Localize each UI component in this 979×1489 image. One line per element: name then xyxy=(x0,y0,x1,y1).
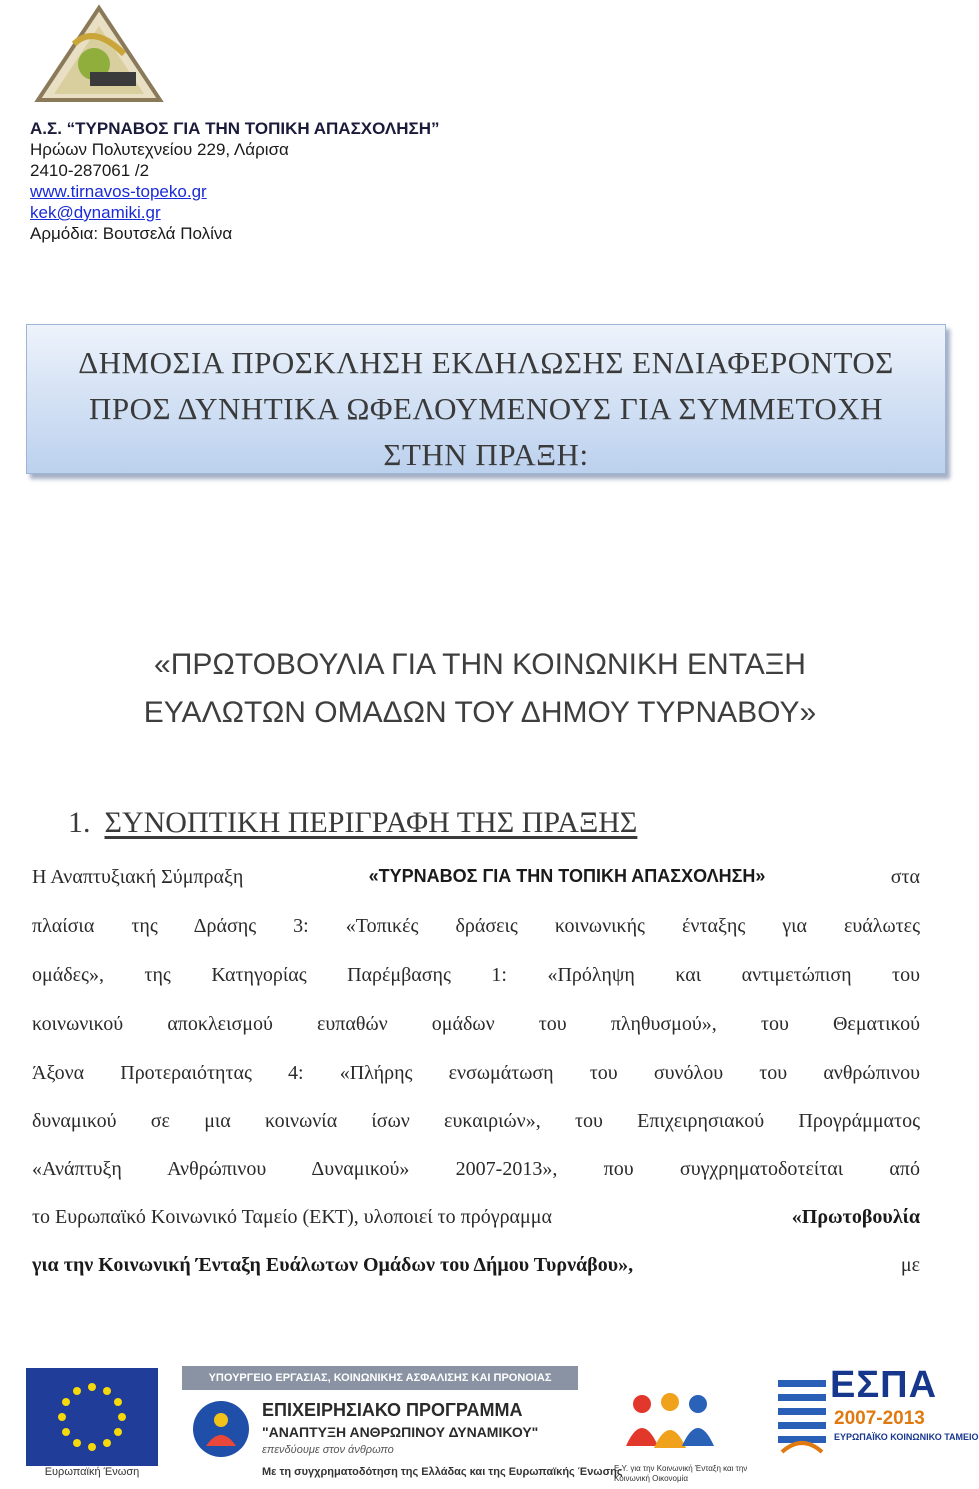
paragraph-text: κοινωνικού αποκλεισμού ευπαθών ομάδων του πληθυσμού», του Θεματικού xyxy=(32,1013,920,1035)
greek-flag-mark-icon xyxy=(778,1374,826,1454)
paragraph-text: δυναμικού σε μια κοινωνία ίσων ευκαιριών», του Επιχειρησιακού Προγράμματος xyxy=(32,1110,920,1132)
ministry-banner: ΥΠΟΥΡΓΕΙΟ ΕΡΓΑΣΙΑΣ, ΚΟΙΝΩΝΙΚΗΣ ΑΣΦΑΛΙΣΗΣ ΚΑΙ ΠΡΟΝΟΙΑΣ xyxy=(182,1366,578,1390)
paragraph-text: Η Αναπτυξιακή Σύμπραξη xyxy=(32,866,244,888)
program-name-bold: για την Κοινωνική Ένταξη Ευάλωτων Ομάδων του Δήμου Τυρνάβου», xyxy=(32,1254,634,1276)
title-line-3: ΣΤΗΝ ΠΡΑΞΗ: xyxy=(383,437,589,472)
paragraph-line xyxy=(32,1110,920,1133)
address: Ηρώων Πολυτεχνείου 229, Λάρισα xyxy=(30,140,289,159)
program-motto: επενδύουμε στον άνθρωπο xyxy=(262,1444,394,1456)
managing-authority-logo xyxy=(612,1386,748,1483)
cofinancing-note: Με τη συγχρηματοδότηση της Ελλάδας και της Ευρωπαϊκής Ένωσης xyxy=(262,1466,623,1478)
eu-label: Ευρωπαϊκή Ένωση xyxy=(44,1466,140,1478)
eu-star-icon xyxy=(73,1439,81,1447)
espa-fund-name: ΕΥΡΩΠΑΪΚΟ ΚΟΙΝΩΝΙΚΟ ΤΑΜΕΙΟ xyxy=(834,1432,979,1442)
paragraph-line xyxy=(32,1062,920,1085)
eu-star-icon xyxy=(73,1387,81,1395)
eu-star-icon xyxy=(58,1413,66,1421)
managing-authority-text: Ε.Υ. για την Κοινωνική Ένταξη και την Κοινωνική Οικονομία xyxy=(614,1464,748,1483)
paragraph-line xyxy=(32,1206,920,1229)
paragraph-line xyxy=(32,1254,920,1277)
paragraph-line xyxy=(32,915,920,938)
organization-logo xyxy=(34,4,164,104)
organization-name: Α.Σ. “ΤΥΡΝΑΒΟΣ ΓΙΑ ΤΗΝ ΤΟΠΙΚΗ ΑΠΑΣΧΟΛΗΣΗ” xyxy=(30,119,440,138)
eu-star-icon xyxy=(62,1398,70,1406)
paragraph-line xyxy=(32,964,920,987)
espa-wordmark: ΕΣΠΑ xyxy=(830,1364,938,1406)
contact-block xyxy=(30,118,439,244)
phone: 2410-287061 /2 xyxy=(30,161,150,180)
title-line-2: ΠΡΟΣ ΔΥΝΗΤΙΚΑ ΩΦΕΛΟΥΜΕΝΟΥΣ ΓΙΑ ΣΥΜΜΕΤΟΧΗ xyxy=(88,391,884,426)
paragraph-line xyxy=(32,1158,920,1181)
title-line-1: ΔΗΜΟΣΙΑ ΠΡΟΣΚΛΗΣΗ ΕΚΔΗΛΩΣΗΣ ΕΝΔΙΑΦΕΡΟΝΤΟΣ xyxy=(78,345,894,380)
paragraph-line xyxy=(32,866,920,889)
initiative-title-line-2: ΕΥΑΛΩΤΩΝ ΟΜΑΔΩΝ ΤΟΥ ΔΗΜΟΥ ΤΥΡΝΑΒΟΥ» xyxy=(143,696,817,729)
program-title: ΕΠΙΧΕΙΡΗΣΙΑΚΟ ΠΡΟΓΡΑΜΜΑ xyxy=(262,1400,523,1420)
paragraph-text: πλαίσια της Δράσης 3: «Τοπικές δράσεις κοινωνικής ένταξης για ευάλωτες xyxy=(32,915,920,937)
program-emblem-icon xyxy=(190,1398,252,1460)
eu-star-icon xyxy=(62,1428,70,1436)
responsible-person: Αρμόδια: Βουτσελά Πολίνα xyxy=(30,224,233,243)
eu-star-icon xyxy=(118,1413,126,1421)
initiative-title-line-1: «ΠΡΩΤΟΒΟΥΛΙΑ ΓΙΑ ΤΗΝ ΚΟΙΝΩΝΙΚΗ ΕΝΤΑΞΗ xyxy=(154,648,806,681)
section-title: ΣΥΝΟΠΤΙΚΗ ΠΕΡΙΓΡΑΦΗ ΤΗΣ ΠΡΑΞΗΣ xyxy=(104,806,638,839)
eu-star-icon xyxy=(103,1387,111,1395)
website-link[interactable]: www.tirnavos-topeko.gr xyxy=(30,182,207,201)
paragraph-text: το Ευρωπαϊκό Κοινωνικό Ταμείο (ΕΚΤ), υλοποιεί το πρόγραμμα xyxy=(32,1206,552,1228)
paragraph-text: «Ανάπτυξη Ανθρώπινου Δυναμικού» 2007-2013», που συγχρηματοδοτείται από xyxy=(32,1158,920,1180)
paragraph-text: στα xyxy=(890,866,920,888)
partnership-name: «ΤΥΡΝΑΒΟΣ ΓΙΑ ΤΗΝ ΤΟΠΙΚΗ ΑΠΑΣΧΟΛΗΣΗ» xyxy=(368,866,766,886)
paragraph-text: με xyxy=(900,1254,920,1276)
eu-star-icon xyxy=(114,1398,122,1406)
email-link[interactable]: kek@dynamiki.gr xyxy=(30,203,161,222)
espa-logo xyxy=(772,1364,979,1468)
eu-flag-logo xyxy=(26,1368,158,1466)
paragraph-text: ομάδες», της Κατηγορίας Παρέμβασης 1: «Πρόληψη και αντιμετώπιση του xyxy=(32,964,920,986)
program-name-bold: «Πρωτοβουλία xyxy=(791,1206,920,1228)
paragraph-line xyxy=(32,1013,920,1036)
eu-star-icon xyxy=(103,1439,111,1447)
people-icon xyxy=(612,1386,748,1462)
epan-logo xyxy=(182,1366,623,1486)
eu-star-icon xyxy=(114,1428,122,1436)
section-heading xyxy=(68,806,637,840)
program-subtitle: "ΑΝΑΠΤΥΞΗ ΑΝΘΡΩΠΙΝΟΥ ΔΥΝΑΜΙΚΟΥ" xyxy=(262,1424,539,1440)
eu-star-icon xyxy=(88,1443,96,1451)
announcement-title-box xyxy=(26,324,946,474)
eu-star-icon xyxy=(88,1383,96,1391)
paragraph-text: Άξονα Προτεραιότητας 4: «Πλήρης ενσωμάτωση του συνόλου του ανθρώπινου xyxy=(32,1062,920,1084)
section-number: 1. xyxy=(68,806,91,839)
espa-years: 2007-2013 xyxy=(834,1408,925,1429)
